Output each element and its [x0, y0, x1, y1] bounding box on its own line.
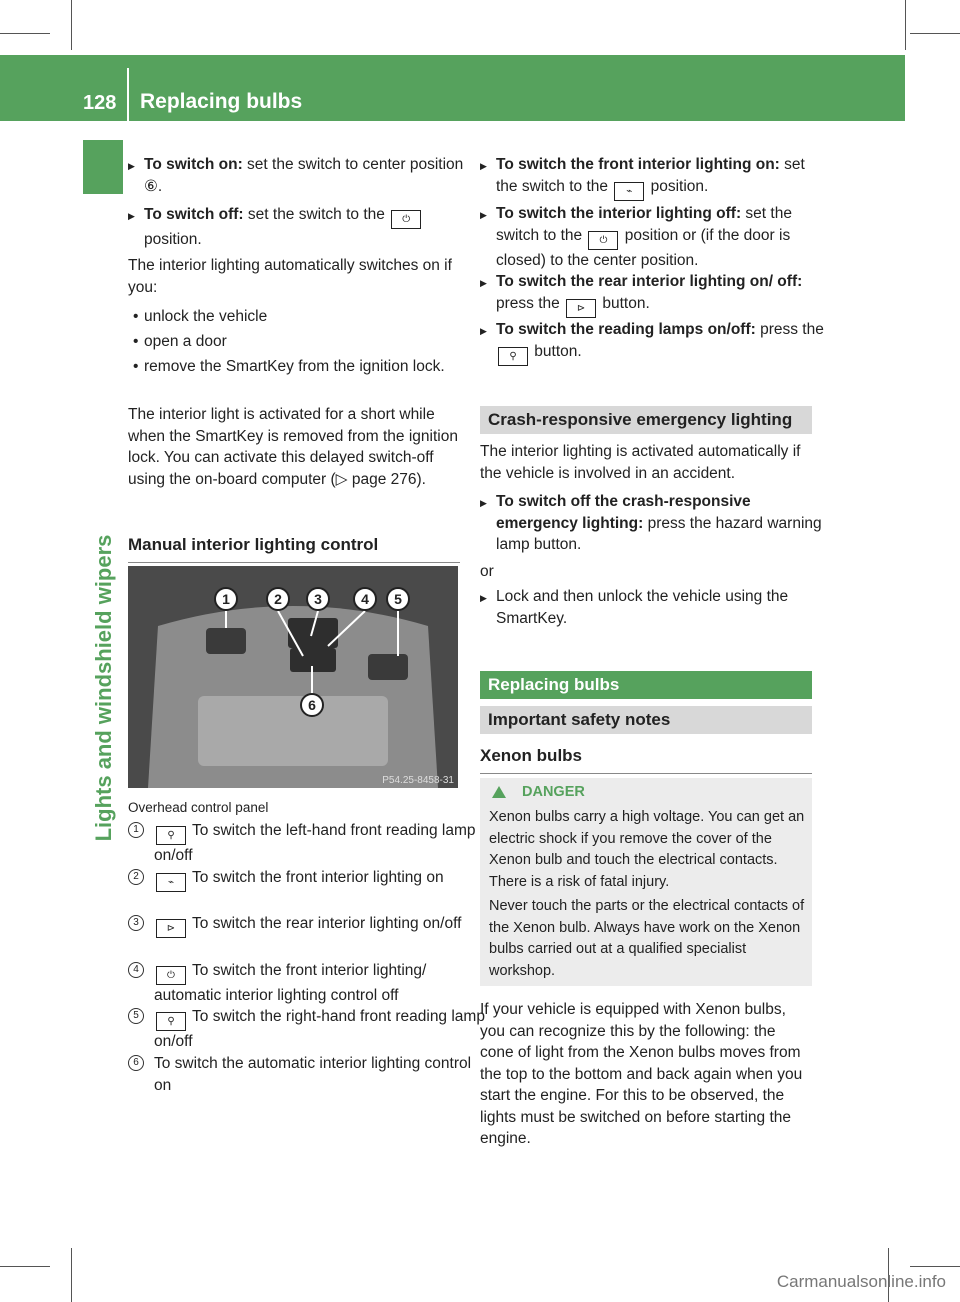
crop-mark [71, 0, 72, 50]
front-light-icon: ⌁ [156, 873, 186, 892]
legend-number: 5 [128, 1008, 144, 1024]
side-tab-label: Lights and windshield wipers [91, 534, 116, 842]
overhead-panel-photo [128, 566, 458, 788]
step-switch-on [128, 154, 476, 197]
rear-light-icon: ⊳ [156, 919, 186, 938]
warning-icon [492, 786, 506, 798]
step-text: position. [646, 177, 709, 195]
auto-intro: The interior lighting automatically switches on if you: [128, 257, 452, 296]
step-text: position or (if the door is closed) to the center position. [496, 226, 791, 269]
legend-item-3 [128, 913, 486, 938]
rear-light-icon: ⊳ [566, 299, 596, 318]
legend-item-4 [128, 960, 486, 1007]
safety-heading: Important safety notes [480, 706, 812, 734]
legend-number: 1 [128, 822, 144, 838]
overhead-panel-illustration [128, 566, 458, 788]
step-label: To switch the interior lighting off: [496, 205, 742, 222]
step-label: To switch the rear interior lighting on/ off: [496, 273, 803, 290]
delay-paragraph: The interior light is activated for a short while when the SmartKey is removed from the ignition lock. You can activate this delayed switch-off using the on-board computer (▷ page 276). [128, 406, 458, 488]
legend-number: 3 [128, 915, 144, 931]
list-item: • unlock the vehicle [128, 306, 476, 328]
legend-number: 6 [128, 1055, 144, 1071]
step-text: set the switch to center position ⑥. [144, 156, 464, 195]
svg-text:5: 5 [394, 591, 402, 607]
danger-paragraph-2: Never touch the parts or the electrical contacts of the Xenon bulb. Always have work on the Xenon bulbs carried out at a qualified specialist workshop. [489, 898, 805, 979]
step-text: press the [755, 321, 824, 338]
header-divider [127, 68, 129, 121]
step-text: press the [496, 294, 565, 312]
legend-item-1 [128, 820, 486, 867]
crash-heading: Crash-responsive emergency lighting [480, 406, 812, 434]
photo-caption: Overhead control panel [128, 800, 269, 815]
legend-number: 2 [128, 869, 144, 885]
reading-lamp-icon: ⚲ [156, 826, 186, 845]
or-text: or [480, 563, 494, 580]
list-item: • open a door [128, 331, 476, 353]
step-lock-unlock: ▶ Lock and then unlock the vehicle using the SmartKey. [480, 586, 828, 629]
reading-lamp-icon: ⚲ [498, 347, 528, 366]
step-text: button. [598, 294, 650, 312]
side-tab-block [83, 140, 123, 194]
page-number: 128 [83, 92, 117, 114]
legend-text: To switch the front interior lighting/ automatic interior lighting control off [154, 962, 427, 1004]
legend-text: To switch the front interior lighting on [188, 869, 444, 886]
off-switch-icon: ⏻ [156, 966, 186, 985]
step-rear-toggle [480, 271, 828, 318]
legend-text: To switch the rear interior lighting on/off [188, 915, 462, 932]
header-bar [0, 55, 905, 121]
legend-text: To switch the left-hand front reading lamp on/off [154, 822, 476, 864]
step-text: set the switch to the [496, 156, 805, 195]
off-switch-icon: ⏻ [391, 210, 421, 229]
crash-paragraph: The interior lighting is activated automatically if the vehicle is involved in an accident. [480, 443, 801, 482]
danger-box [480, 778, 812, 986]
danger-paragraph-1: Xenon bulbs carry a high voltage. You can get an electric shock if you remove the cover of the Xenon bulb and touch the electrical contacts. There is a risk of fatal injury. [489, 809, 805, 890]
crop-mark [0, 33, 50, 34]
manual-heading: Manual interior lighting control [128, 534, 460, 563]
crop-mark [910, 33, 960, 34]
step-label: To switch the reading lamps on/off: [496, 321, 756, 338]
step-switch-off [128, 204, 476, 251]
replacing-heading: Replacing bulbs [480, 671, 812, 699]
photo-credit: P54.25-8458-31 [382, 775, 454, 786]
legend-text: To switch the right-hand front reading lamp on/off [154, 1008, 485, 1050]
svg-text:3: 3 [314, 591, 322, 607]
crop-mark [905, 0, 906, 50]
page-title: Replacing bulbs [140, 90, 303, 113]
xenon-heading: Xenon bulbs [480, 745, 812, 774]
crop-mark [0, 1266, 50, 1267]
crop-mark [71, 1248, 72, 1302]
xenon-paragraph: If your vehicle is equipped with Xenon bulbs, you can recognize this by the following: the cone of light from the Xenon bulbs moves from the top to the bottom and back again when you start the engine. For this to be observed, the lights must be switched on before starting the engine. [480, 1001, 803, 1147]
legend-item-2 [128, 867, 486, 892]
crop-mark [910, 1266, 960, 1267]
step-text: set the switch to the [243, 206, 390, 223]
step-crash-off [480, 491, 828, 556]
step-label: To switch off the crash-responsive emergency lighting: [496, 493, 751, 532]
step-label: To switch off: [144, 206, 244, 223]
step-text: press the hazard warning lamp button. [496, 514, 822, 553]
step-reading-lamps [480, 319, 828, 366]
step-text: button. [530, 342, 582, 360]
off-switch-icon: ⏻ [588, 231, 618, 250]
legend-item-6 [128, 1053, 486, 1096]
svg-text:1: 1 [222, 591, 230, 607]
legend-text: To switch the automatic interior lighting control on [154, 1055, 472, 1094]
step-text: set the switch to the [496, 205, 792, 244]
step-label: To switch on: [144, 156, 243, 173]
legend-number: 4 [128, 962, 144, 978]
step-text: position. [144, 231, 202, 248]
svg-text:4: 4 [361, 591, 369, 607]
legend-item-5 [128, 1006, 486, 1053]
svg-text:2: 2 [274, 591, 282, 607]
step-front-on [480, 154, 828, 201]
danger-title: DANGER [522, 784, 585, 800]
footer-watermark-link[interactable]: Carmanualsonline.info [776, 1272, 946, 1291]
step-label: To switch the front interior lighting on: [496, 156, 780, 173]
list-item: • remove the SmartKey from the ignition lock. [128, 356, 476, 378]
svg-text:6: 6 [308, 697, 316, 713]
reading-lamp-icon: ⚲ [156, 1012, 186, 1031]
front-light-icon: ⌁ [614, 182, 644, 201]
step-interior-off [480, 203, 828, 271]
